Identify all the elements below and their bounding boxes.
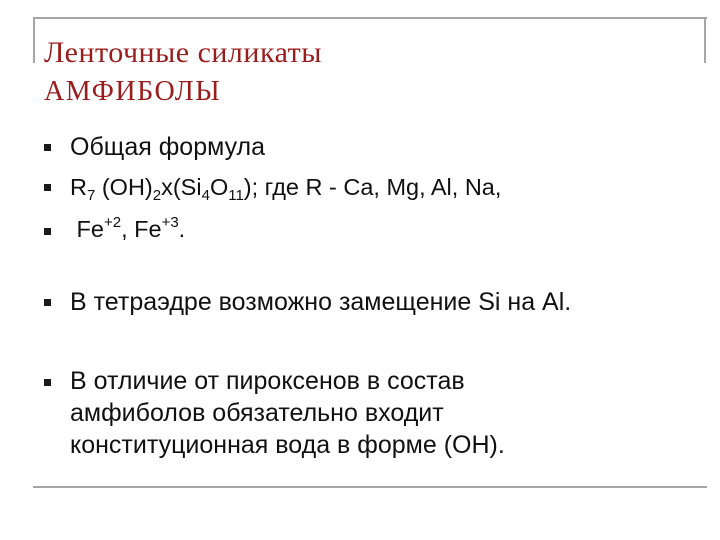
bullet-text-formula: $R_7$ $(OH)_2x(Si_4O_{11})$; где R - Ca, Mg, Al, Na, <box>70 174 502 204</box>
bullet-text-water-line-2: амфиболов обязательно входит <box>70 399 444 427</box>
slide-title-line-2: АМФИБОЛЫ <box>44 76 222 107</box>
frame-left-border <box>33 17 35 63</box>
bullet-marker-1 <box>44 144 51 151</box>
bullet-text-water-line-3: конституционная вода в форме (OH). <box>70 431 505 459</box>
slide-title-line-1: Ленточные силикаты <box>44 36 322 69</box>
bullet-text-iron: $Fe^{+2}$, $Fe^{+3}$. <box>70 214 186 242</box>
bullet-marker-4 <box>44 299 51 306</box>
bullet-marker-5 <box>44 379 51 386</box>
bullet-text-formula-heading: Общая формула <box>70 133 266 161</box>
frame-top-border <box>33 17 707 19</box>
frame-bottom-border <box>33 486 707 488</box>
bullet-marker-2 <box>44 184 51 191</box>
bullet-marker-3 <box>44 228 51 235</box>
bullet-text-substitution: В тетраэдре возможно замещение Si на Al. <box>70 288 572 316</box>
frame-right-border <box>704 17 706 63</box>
bullet-text-water-line-1: В отличие от пироксенов в состав <box>70 367 465 395</box>
